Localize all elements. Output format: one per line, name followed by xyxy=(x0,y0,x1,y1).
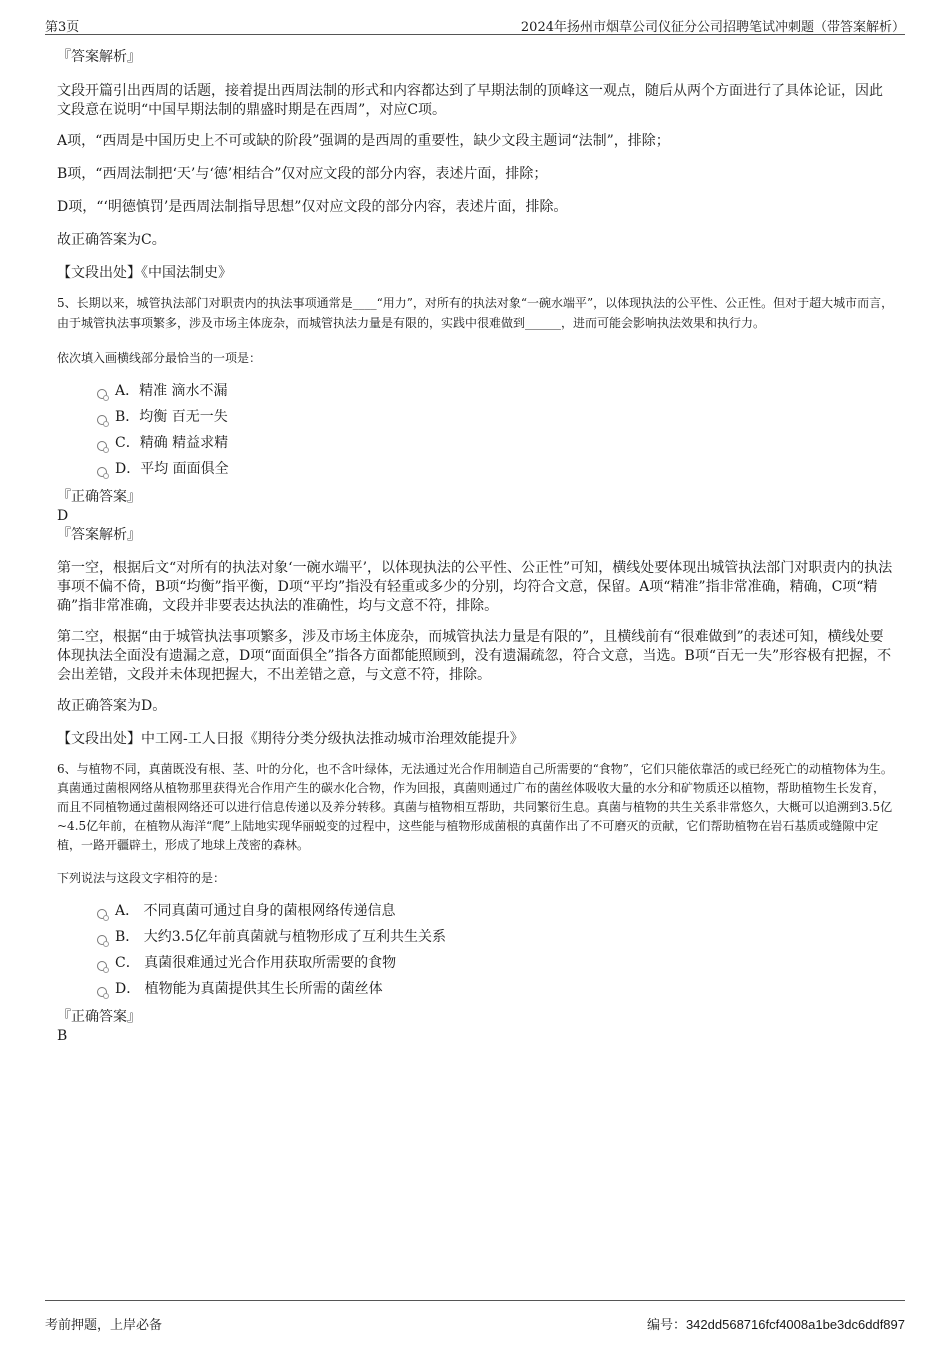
radio-icon[interactable] xyxy=(97,935,107,945)
document-title: 2024年扬州市烟草公司仪征分公司招聘笔试冲刺题（带答案解析） xyxy=(520,20,905,35)
answer-conclusion: 故正确答案为C。 xyxy=(57,232,166,248)
analysis-option-d: D项，“‘明德慎罚’是西周法制指导思想”仅对应文段的部分内容，表述片面，排除。 xyxy=(57,199,568,215)
source-citation: 【文段出处】《中国法制史》 xyxy=(57,265,232,281)
analysis-paragraph-2: 第二空，根据“由于城管执法事项繁多，涉及市场主体庞杂，而城管执法力量是有限的”，且横线前有“很难做到”的表述可知，横线处要体现执法全面没有遗漏之意，D项“面面俱全”指各方面都能照顾到，没有遗漏疏忽，符合文意，当选。B项“百无一失”形容极有把握，不会出差错，文段并未体现把握大，不出差错之意，与文意不符，排除。 xyxy=(57,629,892,683)
footer-slogan: 考前押题，上岸必备 xyxy=(45,1318,163,1333)
option-5-b[interactable]: B．均衡 百无一失 xyxy=(57,408,895,434)
answer-conclusion: 故正确答案为D。 xyxy=(57,698,167,714)
analysis-label: 『答案解析』 xyxy=(57,49,141,65)
page-content xyxy=(57,48,895,1046)
option-6-c[interactable]: C． 真菌很难通过光合作用获取所需要的食物 xyxy=(57,954,895,980)
options-list-5 xyxy=(57,382,895,486)
analysis-paragraph-1: 第一空，根据后文“对所有的执法对象‘一碗水端平’，以体现执法的公平性、公正性”可知，横线处要体现出城管执法部门对职责内的执法事项不偏不倚，B项“均衡”指平衡，D项“平均”指没有轻重或多少的分别，均符合文意，保留。A项“精准”指非常准确，精确，C项“精确”指非常准确，文段并非要表达执法的准确性，均与文意不符，排除。 xyxy=(57,560,893,614)
option-5-d[interactable]: D．平均 面面俱全 xyxy=(57,460,895,486)
option-6-a[interactable]: A． 不同真菌可通过自身的菌根网络传递信息 xyxy=(57,902,895,928)
radio-icon[interactable] xyxy=(97,389,107,399)
radio-icon[interactable] xyxy=(97,467,107,477)
radio-icon[interactable] xyxy=(97,441,107,451)
radio-icon[interactable] xyxy=(97,909,107,919)
question-stem-5: 5、长期以来，城管执法部门对职责内的执法事项通常是____“用力”，对所有的执法对象“一碗水端平”，以体现执法的公平性、公正性。但对于超大城市而言，由于城管执法事项繁多，涉及市场主体庞杂，而城管执法力量是有限的，实践中很难做到______，进而可能会影响执法效果和执行力。 xyxy=(57,296,894,330)
correct-answer-label: 『正确答案』 xyxy=(57,489,141,505)
question-prompt-6: 下列说法与这段文字相符的是： xyxy=(57,871,226,885)
radio-icon[interactable] xyxy=(97,987,107,997)
option-5-a[interactable]: A．精准 滴水不漏 xyxy=(57,382,895,408)
radio-icon[interactable] xyxy=(97,961,107,971)
correct-answer-label: 『正确答案』 xyxy=(57,1009,141,1025)
page-header xyxy=(45,14,905,35)
option-6-d[interactable]: D． 植物能为真菌提供其生长所需的菌丝体 xyxy=(57,980,895,1006)
correct-answer: D xyxy=(57,508,69,524)
question-stem-6: 6、与植物不同，真菌既没有根、茎、叶的分化，也不含叶绿体，无法通过光合作用制造自己所需要的“食物”，它们只能依靠活的或已经死亡的动植物体为生。真菌通过菌根网络从植物那里获得光合作用产生的碳水化合物，作为回报，真菌则通过广布的菌丝体吸收大量的水分和矿物质还以植物，帮助植物生长发育，而且不同植物通过菌根网络还可以进行信息传递以及养分转移。真菌与植物相互帮助，共同繁衍生息。真菌与植物的共生关系非常悠久，大概可以追溯到3.5亿~4.5亿年前，在植物从海洋“爬”上陆地实现华丽蜕变的过程中，这些能与植物形成菌根的真菌作出了不可磨灭的贡献，它们帮助植物在岩石基质或缝隙中定植，一路开疆辟土，形成了地球上茂密的森林。 xyxy=(57,762,893,852)
analysis-paragraph: 文段开篇引出西周的话题，接着提出西周法制的形式和内容都达到了早期法制的顶峰这一观点，随后从两个方面进行了具体论证，因此文段意在说明“中国早期法制的鼎盛时期是在西周”，对应C项。 xyxy=(57,83,883,118)
option-5-c[interactable]: C．精确 精益求精 xyxy=(57,434,895,460)
radio-icon[interactable] xyxy=(97,415,107,425)
options-list-6 xyxy=(57,902,895,1006)
option-6-b[interactable]: B． 大约3.5亿年前真菌就与植物形成了互利共生关系 xyxy=(57,928,895,954)
page-number: 第3页 xyxy=(45,20,80,35)
page-footer xyxy=(45,1300,905,1333)
analysis-label: 『答案解析』 xyxy=(57,527,141,543)
analysis-option-a: A项，“西周是中国历史上不可或缺的阶段”强调的是西周的重要性，缺少文段主题词“法制”，排除； xyxy=(57,133,670,149)
correct-answer: B xyxy=(57,1028,68,1044)
question-prompt-5: 依次填入画横线部分最恰当的一项是： xyxy=(57,351,262,365)
document-code: 编号：342dd568716fcf4008a1be3dc6ddf897 xyxy=(646,1317,905,1332)
analysis-option-b: B项，“西周法制把‘天’与‘德’相结合”仅对应文段的部分内容，表述片面，排除； xyxy=(57,166,548,182)
source-citation: 【文段出处】中工网-工人日报《期待分类分级执法推动城市治理效能提升》 xyxy=(57,731,524,747)
